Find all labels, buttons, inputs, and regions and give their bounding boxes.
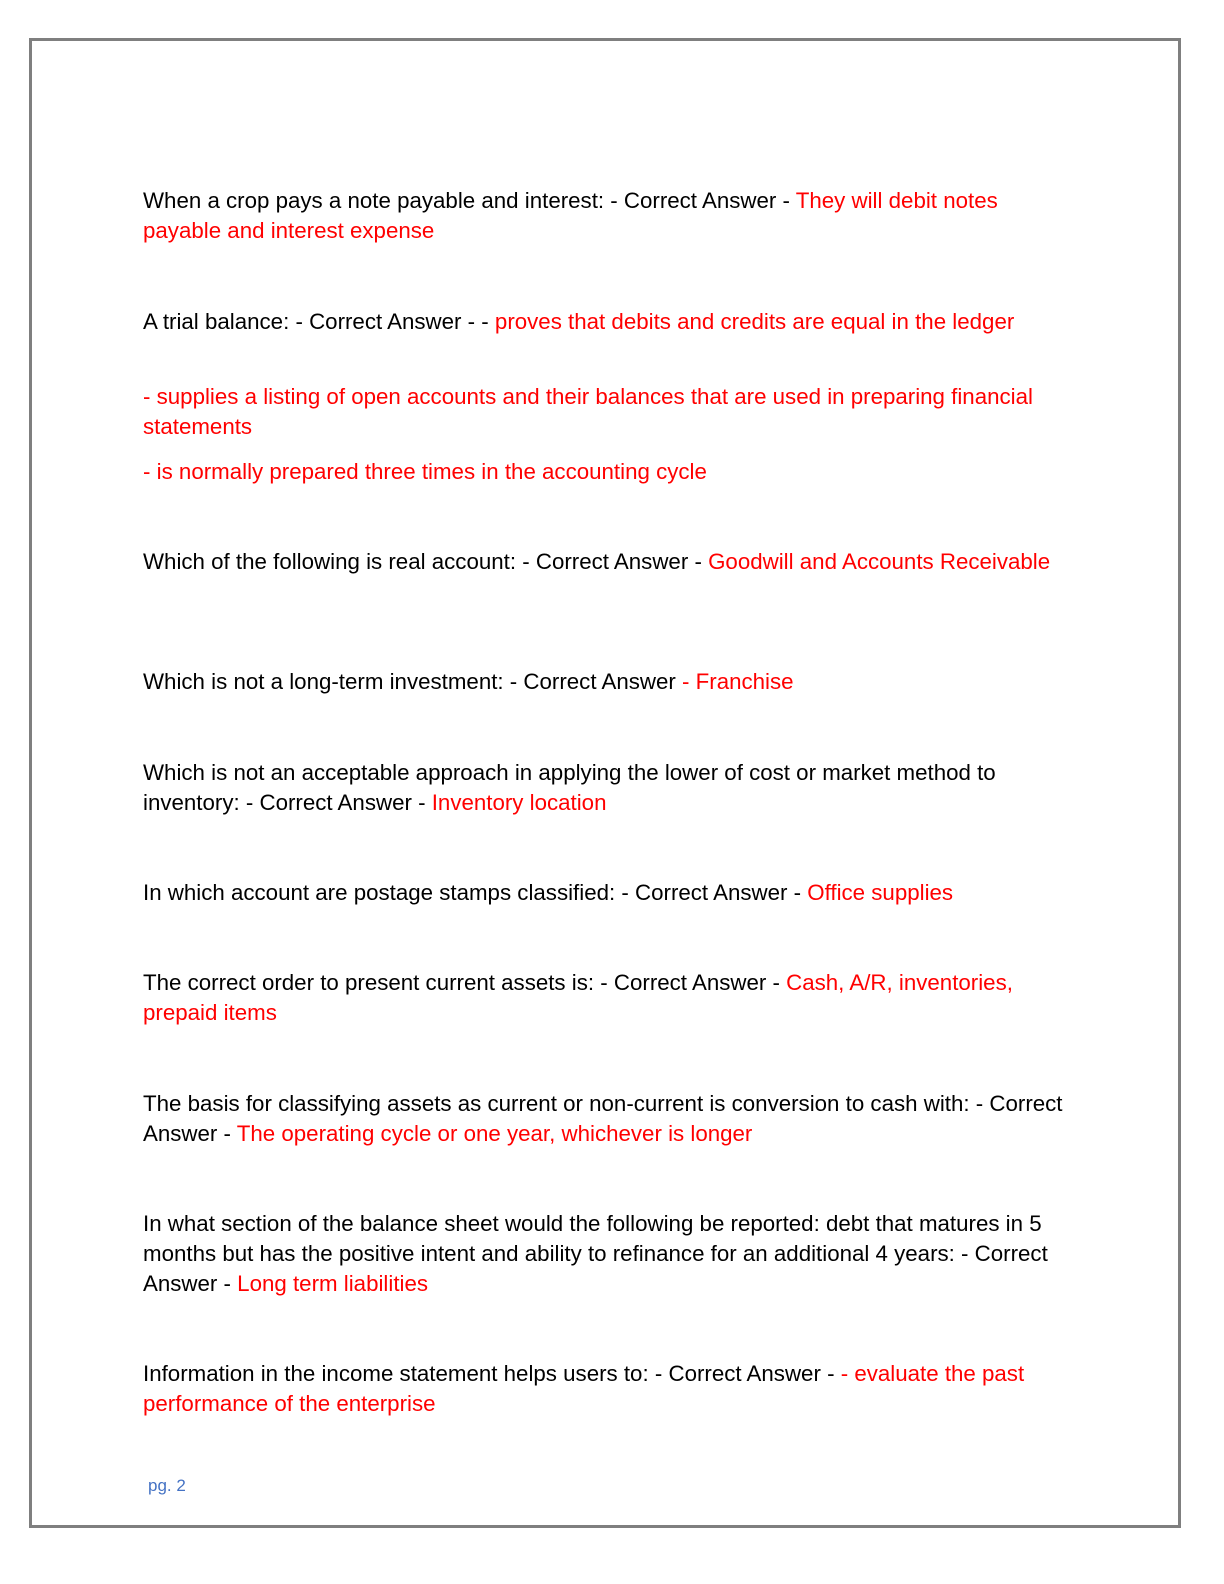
answer-text: Goodwill and Accounts Receivable xyxy=(708,549,1051,574)
qa-item xyxy=(143,758,1078,818)
qa-item xyxy=(143,878,1078,908)
qa-item xyxy=(143,547,1078,577)
qa-item xyxy=(143,1209,1078,1299)
answer-text: Office supplies xyxy=(807,880,954,905)
question-text: When a crop pays a note payable and interest: - Correct Answer - xyxy=(143,188,796,213)
answer-text: - Franchise xyxy=(675,669,794,694)
question-text: Information in the income statement helps users to: - Correct Answer - xyxy=(143,1361,841,1386)
question-text: The basis for classifying assets as current or non-current is conversion to cash with: - Correct Answer - xyxy=(143,1091,1063,1146)
page-number: pg. 2 xyxy=(148,1476,186,1495)
qa-item xyxy=(143,186,1078,246)
question-text: In which account are postage stamps classified: - Correct Answer - xyxy=(143,880,808,905)
answer-text: The operating cycle or one year, whichever is longer xyxy=(236,1121,753,1146)
question-text: In what section of the balance sheet would the following be reported: debt that matures in 5 months but has the positive intent and ability to refinance for an additional 4 years: - Correct Answer - xyxy=(143,1211,1048,1296)
answer-text: proves that debits and credits are equal in the ledger xyxy=(494,309,1015,334)
question-text: The correct order to present current assets is: - Correct Answer - xyxy=(143,970,787,995)
qa-item xyxy=(143,1359,1078,1419)
answer-text: Cash, A/R, inventories, prepaid items xyxy=(143,970,1013,1025)
answer-text: - is normally prepared three times in the accounting cycle xyxy=(143,459,707,484)
question-text: A trial balance: - Correct Answer - - xyxy=(143,309,495,334)
qa-item xyxy=(143,307,1078,337)
qa-item xyxy=(143,667,1078,697)
answer-text: They will debit notes payable and interest expense xyxy=(143,188,998,243)
qa-item xyxy=(143,968,1078,1028)
qa-item xyxy=(143,382,1078,442)
answer-text: Long term liabilities xyxy=(237,1271,429,1296)
question-text: Which is not an acceptable approach in applying the lower of cost or market method to inventory: - Correct Answer - xyxy=(143,760,996,815)
answer-text: Inventory location xyxy=(431,790,607,815)
answer-text: - evaluate the past performance of the enterprise xyxy=(143,1361,1025,1416)
answer-text: - supplies a listing of open accounts and their balances that are used in preparing financial statements xyxy=(143,384,1033,439)
qa-item xyxy=(143,457,1078,487)
question-text: Which of the following is real account: - Correct Answer - xyxy=(143,549,709,574)
question-text: Which is not a long-term investment: - Correct Answer xyxy=(143,669,676,694)
qa-item xyxy=(143,1089,1078,1149)
